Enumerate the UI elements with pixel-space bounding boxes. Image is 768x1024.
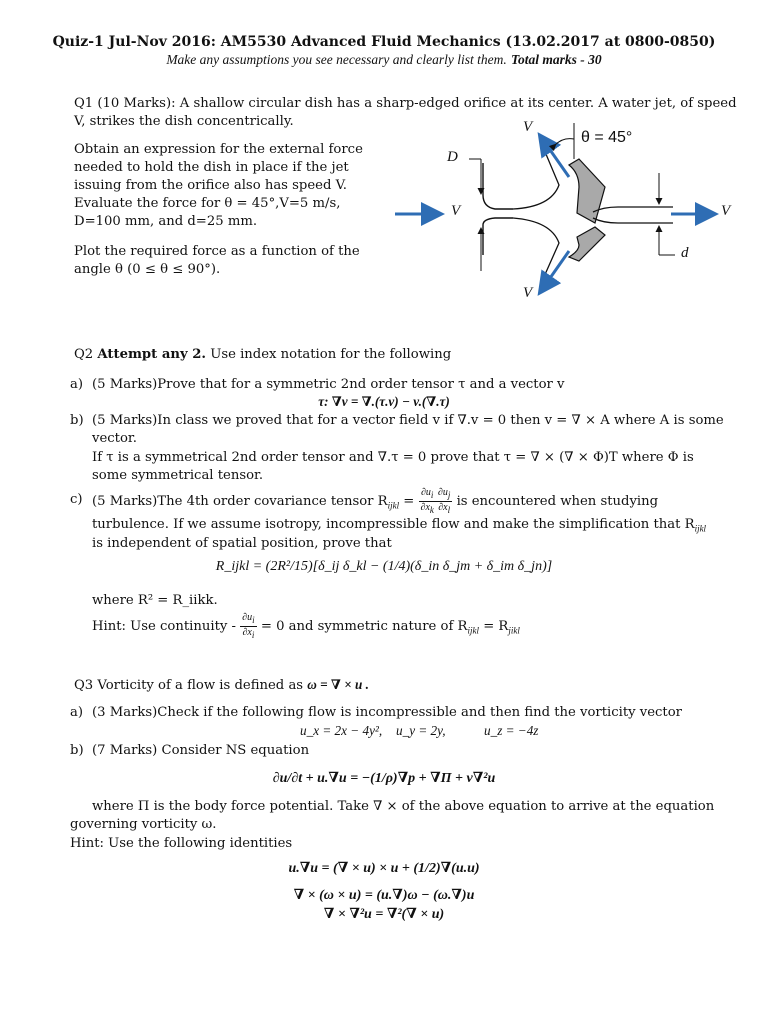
q1-p1-line3: issuing from the orifice also has speed V. xyxy=(74,178,347,193)
q3a-eq-z: u_z = −4z xyxy=(484,723,539,738)
arrow-down-left xyxy=(541,251,569,291)
q3a-eq-y: u_y = 2y, xyxy=(396,723,446,738)
q2b-text2: vector. xyxy=(92,431,137,446)
dish-upper xyxy=(569,159,605,223)
q1-p1-line4: Evaluate the force for θ = 45°,V=5 m/s, xyxy=(74,196,341,211)
inlet-lower-wall xyxy=(483,218,513,255)
label-V-bottom: V xyxy=(523,285,533,301)
identity-1: u.∇u = (∇ × u) × u + (1/2)∇(u.u) xyxy=(288,861,480,876)
dish-jet-diagram xyxy=(383,115,735,305)
q3-lead-text: Q3 Vorticity of a flow is defined as xyxy=(74,678,304,693)
q2b-text4: some symmetrical tensor. xyxy=(92,468,264,483)
total-marks: Total marks - 30 xyxy=(511,52,602,67)
q1-p2-line2: angle θ (0 ≤ θ ≤ 90°). xyxy=(74,262,221,277)
q2b-text1: (5 Marks)In class we proved that for a vector field v if ∇.v = 0 then v = ∇ × A where A is some xyxy=(92,413,724,428)
q3a-label: a) xyxy=(70,705,84,720)
q1-p1-line2: needed to hold the dish in place if the jet xyxy=(74,160,349,175)
q2a-equation: τ: ∇v = ∇.(τ.v) − v.(∇.τ) xyxy=(318,394,450,409)
q2c-hint-a: Hint: Use continuity - xyxy=(92,619,236,634)
label-V-top: V xyxy=(523,119,533,135)
jet-upper-curve xyxy=(513,147,559,209)
q2a-text: (5 Marks)Prove that for a symmetric 2nd order tensor τ and a vector v xyxy=(92,377,565,392)
label-d: d xyxy=(681,245,689,261)
q1-line1 xyxy=(74,95,737,113)
continuity-fraction: $\frac{\partial u_i}{\partial x_i}$ xyxy=(242,612,255,640)
q1-p2-line1: Plot the required force as a function of the xyxy=(74,244,360,259)
q2c-text2: turbulence. If we assume isotropy, incompressible flow and make the simplification that $R_{ijkl}$ xyxy=(92,517,707,534)
q2b-label: b) xyxy=(70,413,84,428)
q3-hint: Hint: Use the following identities xyxy=(70,836,293,851)
quiz-instructions xyxy=(0,52,768,68)
q3a-text: (3 Marks)Check if the following flow is incompressible and then find the vorticity vector xyxy=(92,705,682,720)
q1-lead: Q1 (10 Marks): xyxy=(74,96,176,111)
q1-line2: V, strikes the dish concentrically. xyxy=(74,114,294,129)
q3b-where2: governing vorticity ω. xyxy=(70,817,217,832)
jet-lower-curve xyxy=(513,218,559,279)
q3a-eq-x: u_x = 2x − 4y², xyxy=(300,723,383,738)
dish-jet-figure xyxy=(383,115,735,305)
q2-lead: Q2 xyxy=(74,347,94,362)
ns-equation: ∂u/∂t + u.∇u = −(1/ρ)∇p + ∇Π + ν∇²u xyxy=(272,771,496,786)
label-V-out: V xyxy=(721,203,731,219)
q2c-text1-b: is encountered when studying xyxy=(456,494,659,509)
q3b-text: (7 Marks) Consider NS equation xyxy=(92,743,310,758)
q2c-text1: (5 Marks)The 4th order covariance tensor $R_{ijkl}$ = $\frac{\partial u_i}{\partial x_k}$ $\frac{\partial u_j}{\partial x_l}$ is encountered when studying xyxy=(92,487,659,515)
q1-p1-line1: Obtain an expression for the external force xyxy=(74,142,363,157)
q2c-hint: Hint: Use continuity - $\frac{\partial u_i}{\partial x_i}$ = 0 and symmetric nature of $R_{ijkl} = R_{jikl}$ xyxy=(92,612,520,640)
q2c-hint-b: = 0 and symmetric nature of R xyxy=(260,619,468,634)
dish-lower xyxy=(569,227,605,261)
theta-arc xyxy=(555,139,574,145)
instructions-text: Make any assumptions you see necessary and clearly list them. xyxy=(166,52,507,67)
inlet-upper-wall xyxy=(483,163,513,209)
q3b-where1: where Π is the body force potential. Take ∇ × of the above equation to arrive at the equation xyxy=(92,799,715,814)
through-jet-lower xyxy=(593,218,673,223)
q2-heading-bold: Attempt any 2. xyxy=(97,347,206,362)
covariance-fraction: $\frac{\partial u_i}{\partial x_k}$ xyxy=(420,487,434,515)
q2c-where: where R² = R_iikk. xyxy=(92,593,218,608)
identity-3: ∇ × ∇²u = ∇²(∇ × u) xyxy=(323,907,445,922)
label-theta: θ = 45° xyxy=(581,129,633,146)
q1-line1-text: A shallow circular dish has a sharp-edged orifice at its center. A water jet, of speed xyxy=(179,96,737,111)
q2c-label: c) xyxy=(70,492,83,507)
q2-heading-rest: Use index notation for the following xyxy=(210,347,452,362)
q2b-text3: If τ is a symmetrical 2nd order tensor and ∇.τ = 0 prove that τ = ∇ × (∇ × Φ)T where Φ is xyxy=(92,450,694,465)
q2c-hint-c: = R xyxy=(483,619,509,634)
q2-heading xyxy=(74,346,451,364)
q2c-text1-a: (5 Marks)The 4th order covariance tensor R xyxy=(92,494,388,509)
label-D: D xyxy=(447,149,458,165)
q2c-equation: R_ijkl = (2R²/15)[δ_ij δ_kl − (1/4)(δ_in δ_jm + δ_im δ_jn)] xyxy=(215,559,553,574)
q2a-label: a) xyxy=(70,377,84,392)
q3b-label: b) xyxy=(70,743,84,758)
through-jet-upper xyxy=(593,207,673,212)
q3-lead xyxy=(74,676,369,695)
identity-2: ∇ × (ω × u) = (u.∇)ω − (ω.∇)u xyxy=(293,888,475,903)
quiz-title: Quiz-1 Jul-Nov 2016: AM5530 Advanced Fluid Mechanics (13.02.2017 at 0800-0850) xyxy=(52,34,716,50)
q1-p1-line5: D=100 mm, and d=25 mm. xyxy=(74,214,258,229)
label-V-in: V xyxy=(451,203,461,219)
q2c-text3: is independent of spatial position, prove that xyxy=(92,536,392,551)
q3-lead-eq: ω = ∇ × u . xyxy=(307,677,369,692)
arrow-up-left xyxy=(541,137,569,177)
